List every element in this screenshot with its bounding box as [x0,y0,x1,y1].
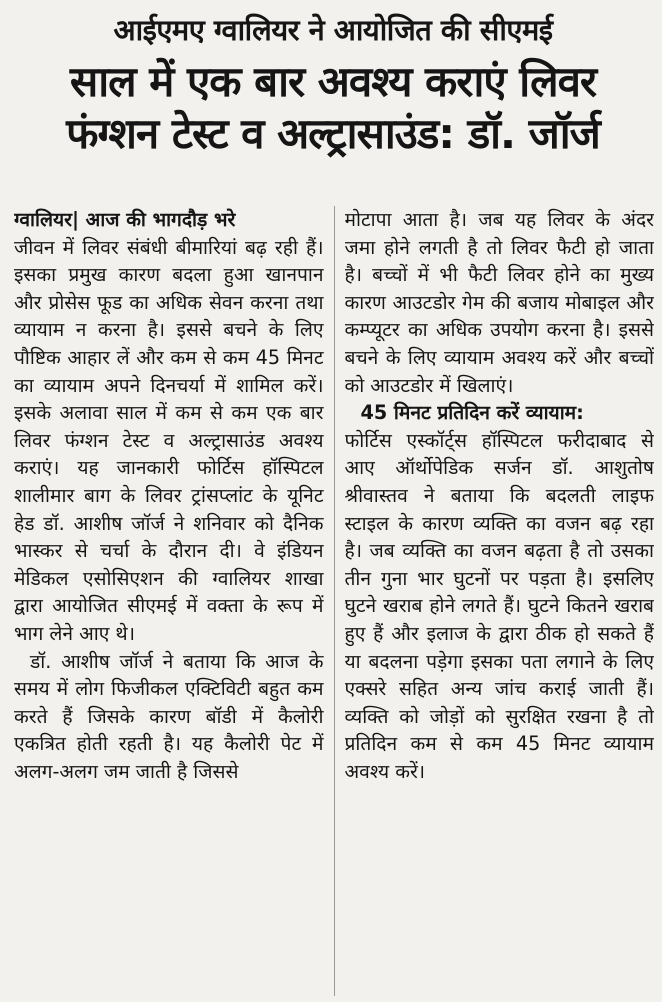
paragraph-1: जीवन में लिवर संबंधी बीमारियां बढ़ रही हैं। इसका प्रमुख कारण बदला हुआ खानपान और प्रोसेस फूड का अधिक सेवन करना तथा व्यायाम न करना है। इससे बचने के लिए पौष्टिक आहार लें और कम से कम 45 मिनट का व्यायाम अपने दिनचर्या में शामिल करें। इसके अलावा साल में कम से कम एक बार लिवर फंग्शन टेस्ट व अल्ट्रासाउंड अवश्य कराएं। यह जानकारी फोर्टिस हॉस्पिटल शालीमार बाग के लिवर ट्रांसप्लांट के यूनिट हेड डॉ. आशीष जॉर्ज ने शनिवार को दैनिक भास्कर से चर्चा के दौरान दी। वे इंडियन मेडिकल एसोसिएशन की ग्वालियर शाखा द्वारा आयोजित सीएमई में वक्ता के रूप में भाग लेने आए थे। [14,235,324,645]
subheading: 45 मिनट प्रतिदिन करें व्यायाम: [360,401,584,425]
dateline-paragraph [14,206,324,234]
column-left [14,206,324,996]
column-divider [334,206,335,996]
paragraph-2: डॉ. आशीष जॉर्ज ने बताया कि आज के समय में लोग फिजीकल एक्टिविटी बहुत कम करते हैं जिसके कारण बॉडी में कैलोरी एकत्रित होती रहती है। यह कैलोरी पेट में अलग-अलग जम जाती है जिससे [14,649,324,783]
main-headline-line-1: साल में एक बार अवश्य कराएं लिवर [69,57,597,106]
kicker-headline: आईएमए ग्वालियर ने आयोजित की सीएमई [113,13,553,47]
article-body [14,206,654,996]
main-headline-line-2: फंग्शन टेस्ट व अल्ट्रासाउंड: डॉ. जॉर्ज [66,109,600,158]
column-right [345,206,655,996]
paragraph-4: फोर्टिस एस्कॉर्ट्स हॉस्पिटल फरीदाबाद से आए ऑर्थोपेडिक सर्जन डॉ. आशुतोष श्रीवास्तव ने बताया कि बदलती लाइफ स्टाइल के कारण व्यक्ति का वजन बढ़ रहा है। जब व्यक्ति का वजन बढ़ता है तो उसका तीन गुना भार घुटनों पर पड़ता है। इसलिए घुटने खराब होने लगते हैं। घुटने कितने खराब हुए हैं और इलाज के द्वारा ठीक हो सकते हैं या बदलना पड़ेगा इसका पता लगाने के लिए एक्सरे सहित अन्य जांच कराई जाती हैं। व्यक्ति को जोड़ों को सुरक्षित रखना है तो प्रतिदिन कम से कम 45 मिनट व्यायाम अवश्य करें। [344,428,654,783]
paragraph-3: मोटापा आता है। जब यह लिवर के अंदर जमा होने लगती है तो लिवर फैटी हो जाता है। बच्चों में भी फैटी लिवर होने का मुख्य कारण आउटडोर गेम की बजाय मोबाइल और कम्प्यूटर का अधिक उपयोग करना है। इससे बचने के लिए व्यायाम अवश्य करें और बच्चों को आउटडोर में खिलाएं। [344,208,654,397]
dateline: ग्वालियर| आज की भागदौड़ भरे [14,208,236,231]
subhead-paragraph [345,399,655,427]
